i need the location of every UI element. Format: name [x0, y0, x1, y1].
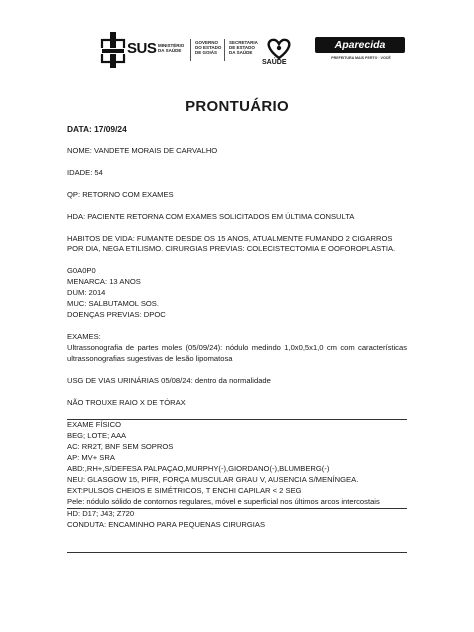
aparecida-subtitle: PREFEITURA MAIS PERTO · VOCÊ — [331, 56, 391, 60]
sus-logo-text: SUS — [127, 40, 157, 57]
divider-line — [67, 552, 407, 553]
medical-record-body — [67, 124, 407, 553]
governo-label: GOVERNO DO ESTADO DE GOIÁS — [195, 40, 222, 56]
pulmonary-exam: AP: MV+ SRA — [67, 453, 115, 463]
chest-xray-note: NÃO TROUXE RAIO X DE TÓRAX — [67, 397, 186, 407]
page-title: PRONTUÁRIO — [185, 98, 289, 115]
page-header — [100, 30, 410, 76]
urinary-ultrasound: USG DE VIAS URINÁRIAS 05/08/24: dentro da normalidade — [67, 375, 271, 385]
diagnostic-hypothesis: HD: D17; J43; Z720 — [67, 508, 135, 518]
skin-exam: Pele: nódulo sólido de contornos regulares, móvel e superficial nos últimos arcos intercostais — [67, 496, 380, 506]
saude-logo-text: SAÚDE — [262, 59, 287, 66]
life-habits: HABITOS DE VIDA: FUMANTE DESDE OS 15 ANOS, ATUALMENTE FUMANDO 2 CIGARROS POR DIA, NEGA ETILISMO. CIRURGIAS PREVIAS: COLECISTECTOMIA E OOFOROPLASTIA. — [67, 233, 396, 254]
medications: MUC: SALBUTAMOL SOS. — [67, 299, 159, 309]
obstetric-history: G0A0P0 — [67, 266, 96, 276]
secretaria-label: SECRETARIA DE ESTADO DA SAÚDE — [229, 40, 258, 56]
conduct: CONDUTA: ENCAMINHO PARA PEQUENAS CIRURGIAS — [67, 519, 266, 529]
extremities-exam: EXT:PULSOS CHEIOS E SIMÉTRICOS, T ENCHI CAPILAR < 2 SEG — [67, 485, 302, 495]
abdominal-exam: ABD:,RH+,S/DEFESA PALPAÇAO,MURPHY(-),GIORDANO(-),BLUMBERG(-) — [67, 464, 330, 474]
divider — [190, 39, 191, 61]
aparecida-logo: Aparecida — [315, 37, 405, 53]
last-menstrual-period: DUM: 2014 — [67, 288, 106, 298]
cardiac-exam: AC: RR2T, BNF SEM SOPROS — [67, 442, 174, 452]
physical-exam-heading: EXAME FÍSICO — [67, 420, 122, 430]
chief-complaint: QP: RETORNO COM EXAMES — [67, 189, 174, 199]
patient-name: NOME: VANDETE MORAIS DE CARVALHO — [67, 145, 218, 155]
neuro-exam: NEU: GLASGOW 15, PIFR, FORÇA MUSCULAR GRAU V, AUSENCIA S/MENÍNGEA. — [67, 474, 359, 484]
date-line: DATA: 17/09/24 — [67, 124, 127, 134]
ultrasound-result: Ultrassonografia de partes moles (05/09/24): nódulo medindo 1,0x0,5x1,0 cm com características ultrassonografias sugestivas de lesão lipomatosa — [67, 342, 407, 363]
ministry-label: MINISTÉRIO DA SAÚDE — [158, 43, 185, 54]
exams-heading: EXAMES: — [67, 331, 101, 341]
divider — [224, 39, 225, 61]
history-present-illness: HDA: PACIENTE RETORNA COM EXAMES SOLICITADOS EM ÚLTIMA CONSULTA — [67, 211, 355, 221]
general-state: BEG; LOTE; AAA — [67, 431, 127, 441]
previous-diseases: DOENÇAS PREVIAS: DPOC — [67, 309, 166, 319]
menarche: MENARCA: 13 ANOS — [67, 277, 141, 287]
patient-age: IDADE: 54 — [67, 167, 103, 177]
sus-cross-icon — [100, 30, 128, 70]
saude-heart-icon — [260, 36, 298, 72]
